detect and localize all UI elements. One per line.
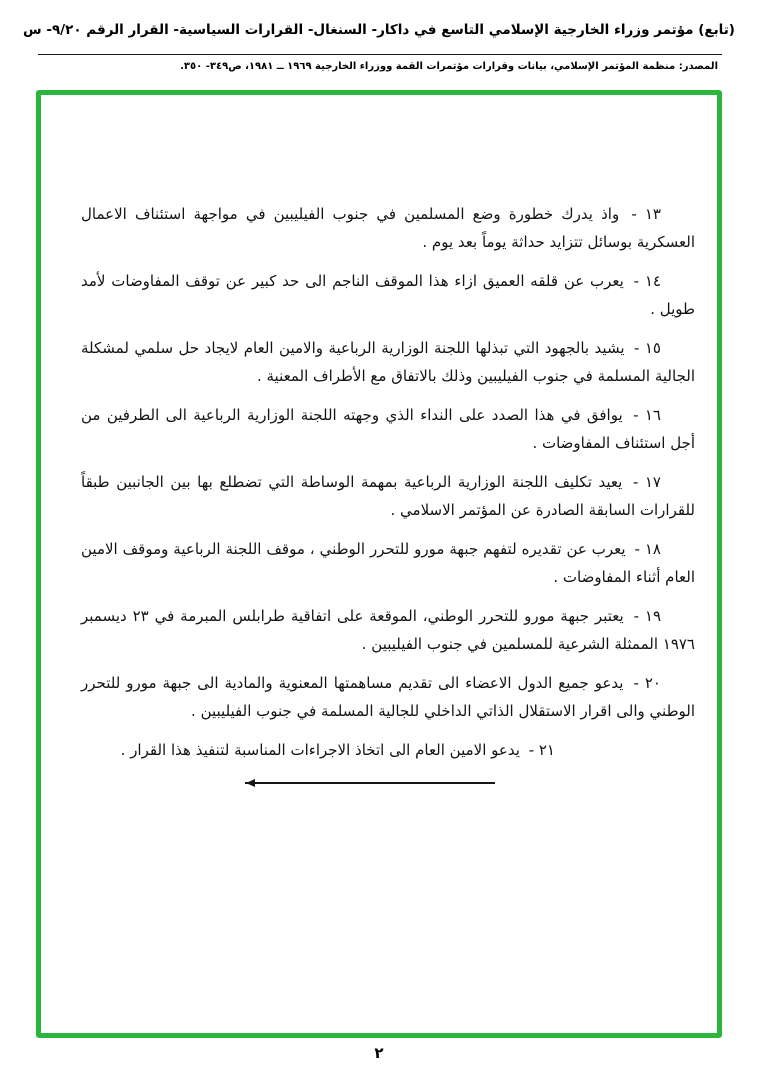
resolutions-list xyxy=(81,200,695,784)
resolution-item xyxy=(81,401,695,457)
item-text: واذ يدرك خطورة وضع المسلمين في جنوب الفيليبين في مواجهة استئناف الاعمال العسكرية بوسائل تتزايد حداثة يوماً بعد يوم . xyxy=(81,205,695,251)
item-text: يدعو جميع الدول الاعضاء الى تقديم مساهمتها المعنوية والمادية الى جبهة مورو للتحرر الوطني والى اقرار الاستقلال الذاتي الداخلي للجالية المسلمة في جنوب الفيليبين . xyxy=(81,674,695,720)
resolution-item xyxy=(81,736,695,764)
document-header-title: (تابع) مؤتمر وزراء الخارجية الإسلامي التاسع في داكار- السنغال- القرارات السياسية- القرار الرقم ٩/٢٠- س xyxy=(23,22,735,38)
resolution-item xyxy=(81,602,695,658)
green-highlight-frame xyxy=(36,90,722,1038)
end-of-text-divider xyxy=(245,782,495,784)
resolution-item xyxy=(81,267,695,323)
page-number: ٢ xyxy=(374,1044,384,1062)
item-text: يعتبر جبهة مورو للتحرر الوطني، الموقعة على اتفاقية طرابلس المبرمة في ٢٣ ديسمبر ١٩٧٦ الممثلة الشرعية للمسلمين في جنوب الفيليبين . xyxy=(81,607,695,653)
item-text: يوافق في هذا الصدد على النداء الذي وجهته اللجنة الوزارية الرباعية الى الطرفين من أجل استئناف المفاوضات . xyxy=(81,406,695,452)
item-number: ١٣ - xyxy=(631,205,661,223)
resolution-item xyxy=(81,334,695,390)
resolution-item xyxy=(81,535,695,591)
item-number: ١٤ - xyxy=(633,272,661,290)
item-number: ١٨ - xyxy=(634,540,661,558)
item-number: ٢٠ - xyxy=(633,674,661,692)
item-number: ٢١ - xyxy=(528,741,555,759)
item-text: يعيد تكليف اللجنة الوزارية الرباعية بمهمة الوساطة التي تضطلع بها بين الجانبين طبقاً للقرارات السابقة الصادرة عن المؤتمر الاسلامي . xyxy=(81,473,695,519)
item-text: يشيد بالجهود التي تبذلها اللجنة الوزارية الرباعية والامين العام لايجاد حل سلمي لمشكلة الجالية المسلمة في جنوب الفيليبين وذلك بالاتفاق مع الأطراف المعنية . xyxy=(81,339,695,385)
item-number: ١٧ - xyxy=(632,473,661,491)
item-text: يعرب عن قلقه العميق ازاء هذا الموقف الناجم الى حد كبير عن توقف المفاوضات لأمد طويل . xyxy=(81,272,695,318)
header-divider-line xyxy=(38,54,722,55)
item-number: ١٦ - xyxy=(633,406,661,424)
item-number: ١٥ - xyxy=(633,339,661,357)
item-text: يعرب عن تقديره لتفهم جبهة مورو للتحرر الوطني ، موقف اللجنة الرباعية وموقف الامين العام أثناء المفاوضات . xyxy=(81,540,695,586)
resolution-item xyxy=(81,468,695,524)
resolution-item xyxy=(81,669,695,725)
item-number: ١٩ - xyxy=(633,607,662,625)
item-text: يدعو الامين العام الى اتخاذ الاجراءات المناسبة لتنفيذ هذا القرار . xyxy=(120,741,520,759)
source-citation-line: المصدر: منظمة المؤتمر الإسلامي، بيانات وقرارات مؤتمرات القمة ووزراء الخارجية ١٩٦٩ ــ ١٩٨١، ص٣٤٩- ٣٥٠. xyxy=(180,61,718,72)
resolution-item xyxy=(81,200,695,256)
